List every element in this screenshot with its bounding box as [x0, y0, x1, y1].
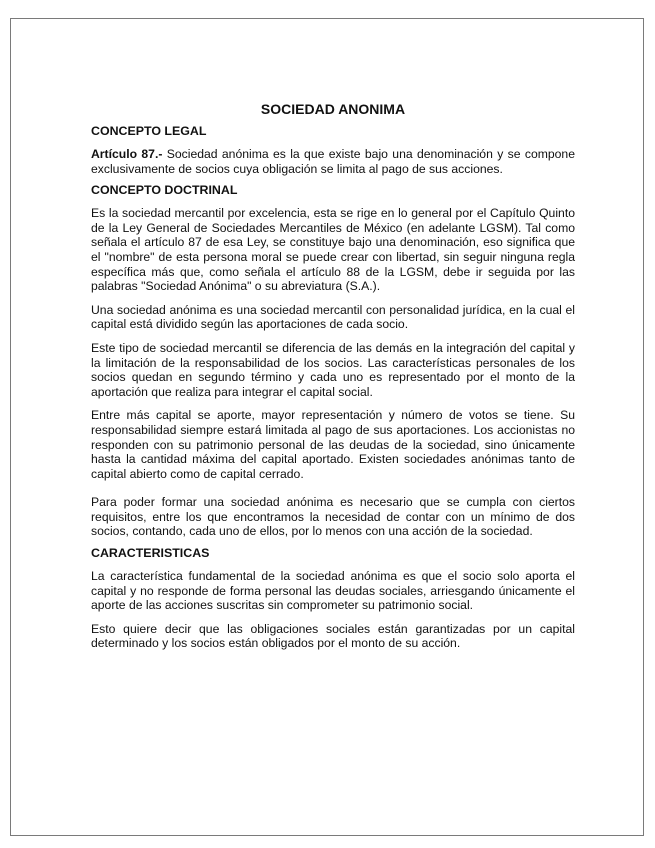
section-heading-caracteristicas: CARACTERISTICAS	[91, 546, 210, 561]
paragraph: Es la sociedad mercantil por excelencia, esta se rige en lo general por el Capítulo Quinto de la Ley General de Sociedades Mercantiles de México (en adelante LGSM). Tal como señala el artículo 87 de esa Ley, se constituye bajo una denominación, eso significa que el "nombre" de esta persona moral se puede crear con libertad, sin seguir ninguna regla específica más que, como señala el artículo 88 de la LGSM, debe ir seguida por las palabras "Sociedad Anónima" o su abreviatura (S.A.).	[91, 206, 575, 294]
section-heading-concepto-legal: CONCEPTO LEGAL	[91, 124, 207, 138]
paragraph: Para poder formar una sociedad anónima es necesario que se cumpla con ciertos requisitos, entre los que encontramos la necesidad de contar con un mínimo de dos socios, contando, cada uno de ellos, por lo menos con una acción de la sociedad.	[91, 495, 575, 539]
article-reference: Artículo 87.-	[91, 147, 163, 161]
section-heading-concepto-doctrinal: CONCEPTO DOCTRINAL	[91, 183, 238, 198]
paragraph: Esto quiere decir que las obligaciones sociales están garantizadas por un capital determinado y los socios están obligados por el monto de su acción.	[91, 621, 575, 651]
paragraph: Este tipo de sociedad mercantil se diferencia de las demás en la integración del capital y la limitación de la responsabilidad de los socios. Las características personales de los socios quedan en segundo término y cada uno es representado por el monto de la aportación que realiza para integrar el capital social.	[91, 340, 575, 399]
spacer	[91, 488, 575, 495]
paragraph: La característica fundamental de la sociedad anónima es que el socio solo aporta el capital y no responde de forma personal las deudas sociales, arriesgando únicamente el aporte de las acciones suscritas sin comprometer su patrimonio social.	[91, 569, 575, 613]
document-body	[91, 101, 575, 658]
paragraph: Entre más capital se aporte, mayor representación y número de votos se tiene. Su responsabilidad siempre estará limitada al pago de sus aportaciones. Los accionistas no responden con su patrimonio personal de las deudas de la sociedad, sino únicamente hasta la cantidad máxima del capital aportado. Existen sociedades anónimas tanto de capital abierto como de capital cerrado.	[91, 408, 575, 481]
paragraph-articulo-87	[91, 147, 575, 176]
paragraph: Una sociedad anónima es una sociedad mercantil con personalidad jurídica, en la cual el capital está dividido según las aportaciones de cada socio.	[91, 302, 575, 332]
document-title: SOCIEDAD ANONIMA	[260, 101, 406, 117]
document-page	[10, 18, 644, 836]
article-text: Sociedad anónima es la que existe bajo una denominación y se compone exclusivamente de socios cuya obligación se limita al pago de sus acciones.	[91, 147, 575, 176]
